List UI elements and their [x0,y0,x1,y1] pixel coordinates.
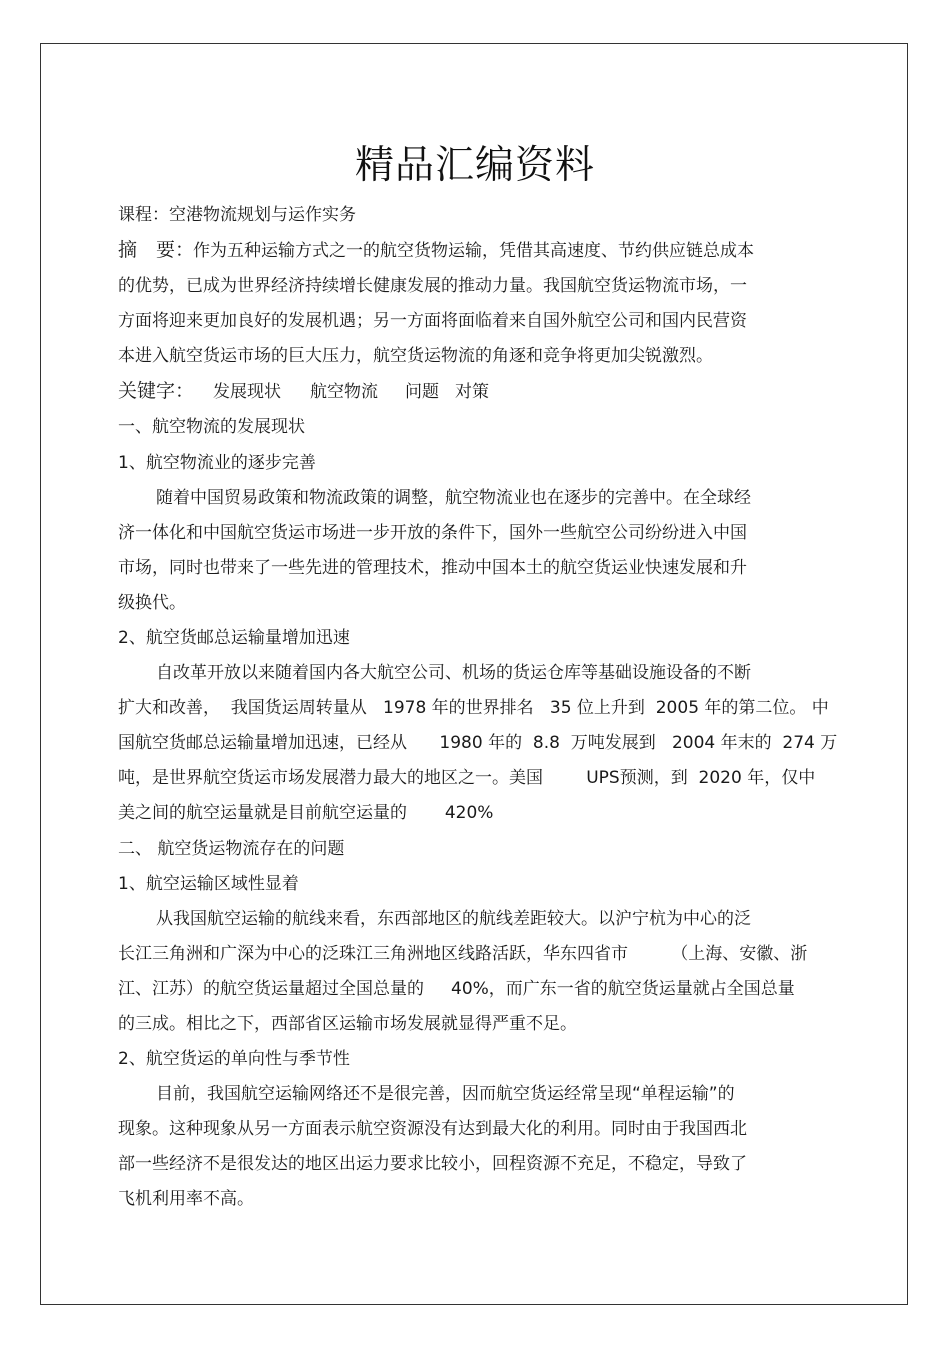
subsection-heading: 1、航空物流业的逐步完善 [118,453,316,473]
paragraph-line: 级换代。 [118,593,186,613]
subsection-heading: 2、航空货运的单向性与季节性 [118,1049,350,1069]
paragraph-line: 的三成。相比之下，西部省区运输市场发展就显得严重不足。 [118,1014,577,1034]
abstract-line: 作为五种运输方式之一的航空货物运输，凭借其高速度、节约供应链总成本 [193,241,754,261]
paragraph-line: 吨，是世界航空货运市场发展潜力最大的地区之一。美国 UPS预测，到 2020 年，仅中 [118,768,816,788]
paragraph-line: 目前，我国航空运输网络还不是很完善，因而航空货运经常呈现“单程运输”的 [156,1084,735,1104]
paragraph-line: 长江三角洲和广深为中心的泛珠江三角洲地区线路活跃，华东四省市 （上海、安徽、浙 [118,944,808,964]
paragraph-line: 从我国航空运输的航线来看，东西部地区的航线差距较大。以沪宁杭为中心的泛 [156,909,751,929]
abstract-line: 的优势，已成为世界经济持续增长健康发展的推动力量。我国航空货运物流市场，一 [118,276,747,296]
subsection-heading: 2、航空货邮总运输量增加迅速 [118,628,350,648]
paragraph-line: 飞机利用率不高。 [118,1189,254,1209]
keyword: 发展现状 [213,382,281,402]
paragraph-line: 扩大和改善， 我国货运周转量从 1978 年的世界排名 35 位上升到 2005 年的第二位。 中 [118,698,829,718]
paragraph-line: 江、江苏）的航空货运量超过全国总量的 40%，而广东一省的航空货运量就占全国总量 [118,979,795,999]
subsection-heading: 1、航空运输区域性显着 [118,874,299,894]
paragraph-line: 济一体化和中国航空货运市场进一步开放的条件下，国外一些航空公司纷纷进入中国 [118,523,747,543]
section-heading: 一、航空物流的发展现状 [118,417,305,437]
paragraph-line: 市场，同时也带来了一些先进的管理技术，推动中国本土的航空货运业快速发展和升 [118,558,747,578]
page-title: 精品汇编资料 [354,143,595,188]
paragraph-line: 国航空货邮总运输量增加迅速，已经从 1980 年的 8.8 万吨发展到 2004 年末的 274 万 [118,733,838,753]
course-line: 课程：空港物流规划与运作实务 [118,205,356,225]
paragraph-line: 美之间的航空运量就是目前航空运量的 420% [118,803,494,823]
keywords-label: 关键字： [118,380,195,402]
paragraph-line: 随着中国贸易政策和物流政策的调整，航空物流业也在逐步的完善中。在全球经 [156,488,751,508]
paragraph-line: 部一些经济不是很发达的地区出运力要求比较小，回程资源不充足，不稳定，导致了 [118,1154,747,1174]
paragraph-line: 现象。这种现象从另一方面表示航空资源没有达到最大化的利用。同时由于我国西北 [118,1119,747,1139]
keyword: 问题 [405,382,439,402]
keyword: 航空物流 [310,382,378,402]
keyword: 对策 [455,382,489,402]
section-heading: 二、 航空货运物流存在的问题 [118,839,345,859]
abstract-line: 方面将迎来更加良好的发展机遇；另一方面将面临着来自国外航空公司和国内民营资 [118,311,747,331]
abstract-label: 摘 要： [118,239,195,261]
abstract-line: 本进入航空货运市场的巨大压力，航空货运物流的角逐和竞争将更加尖锐激烈。 [118,346,713,366]
paragraph-line: 自改革开放以来随着国内各大航空公司、机场的货运仓库等基础设施设备的不断 [156,663,751,683]
